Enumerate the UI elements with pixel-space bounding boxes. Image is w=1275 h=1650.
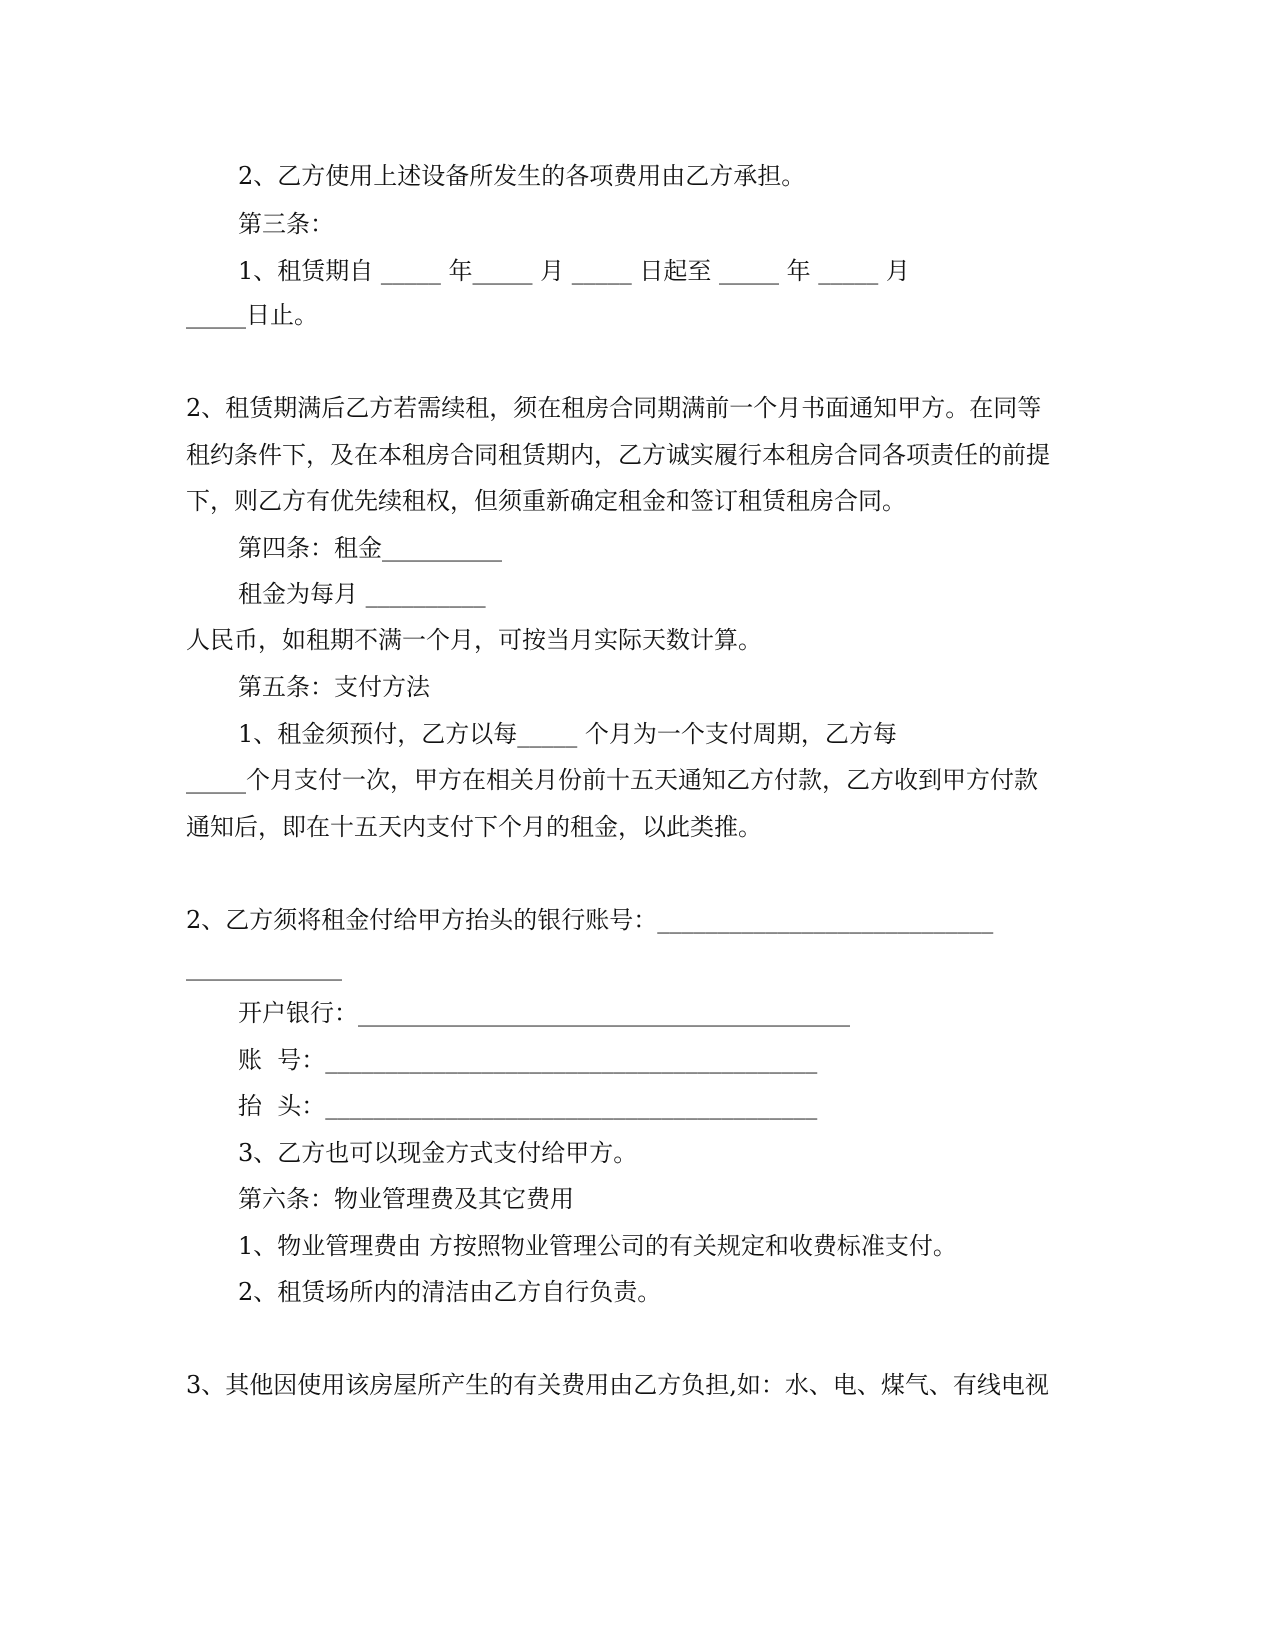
bank-account-line: 2、乙方须将租金付给甲方抬头的银行账号：____________________________ <box>186 906 994 934</box>
monthly-rent-line: 租金为每月 __________ <box>238 580 486 608</box>
other-fees-line: 3、其他因使用该房屋所产生的有关费用由乙方负担,如：水、电、煤气、有线电视 <box>186 1371 1049 1399</box>
cleaning-line: 2、租赁场所内的清洁由乙方自行负责。 <box>238 1278 662 1306</box>
article-4-heading: 第四条：租金__________ <box>238 534 502 562</box>
account-number-field: 账 号：_________________________________________ <box>238 1046 818 1074</box>
clause-2-equipment-fees: 2、乙方使用上述设备所发生的各项费用由乙方承担。 <box>238 162 806 190</box>
payment-cycle-line-1: 1、租金须预付，乙方以每_____ 个月为一个支付周期，乙方每 <box>238 720 897 748</box>
renewal-paragraph-line-2: 租约条件下，及在本租房合同租赁期内，乙方诚实履行本租房合同各项责任的前提 <box>186 441 1050 469</box>
cash-payment-line: 3、乙方也可以现金方式支付给甲方。 <box>238 1139 638 1167</box>
property-fee-line: 1、物业管理费由 方按照物业管理公司的有关规定和收费标准支付。 <box>238 1232 957 1260</box>
article-3-heading: 第三条： <box>238 210 334 238</box>
bank-account-continuation: _____________ <box>186 953 342 981</box>
payment-cycle-line-3: 通知后，即在十五天内支付下个月的租金，以此类推。 <box>186 813 762 841</box>
account-holder-field: 抬 头：_________________________________________ <box>238 1092 818 1120</box>
payment-cycle-line-2: _____个月支付一次，甲方在相关月份前十五天通知乙方付款，乙方收到甲方付款 <box>186 766 1038 794</box>
lease-term-line: 1、租赁期自 _____ 年_____ 月 _____ 日起至 _____ 年 _____ 月 <box>238 257 910 285</box>
renewal-paragraph-line-3: 下，则乙方有优先续租权，但须重新确定租金和签订租赁租房合同。 <box>186 487 906 515</box>
opening-bank-field: 开户银行：_________________________________________ <box>238 999 850 1027</box>
lease-term-end-line: _____日止。 <box>186 301 318 329</box>
rent-currency-line: 人民币，如租期不满一个月，可按当月实际天数计算。 <box>186 626 762 654</box>
renewal-paragraph-line-1: 2、租赁期满后乙方若需续租，须在租房合同期满前一个月书面通知甲方。在同等 <box>186 394 1042 422</box>
article-5-heading: 第五条：支付方法 <box>238 673 430 701</box>
article-6-heading: 第六条：物业管理费及其它费用 <box>238 1185 574 1213</box>
